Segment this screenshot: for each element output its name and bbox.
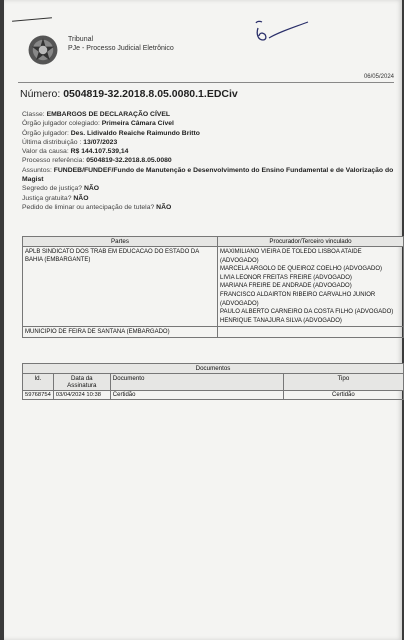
table-row (23, 327, 404, 338)
lawyer-name: LIVIA LEONOR FREITAS FREIRE (ADVOGADO) (220, 274, 352, 281)
header-divider (18, 82, 394, 83)
process-number (20, 88, 238, 100)
table-row (23, 391, 404, 400)
lawyer-name: MARCELA ARGOLO DE QUEIROZ COELHO (ADVOGADO) (220, 266, 383, 273)
detail-injunction: Pedido de liminar ou antecipação de tutela? NÃO (22, 203, 172, 211)
system-name: PJe - Processo Judicial Eletrônico (68, 45, 174, 52)
date-column-header: Data da Assinatura (53, 374, 110, 391)
documents-title-row (23, 364, 404, 374)
lawyer-list (218, 247, 404, 327)
process-number-value: 0504819-32.2018.8.05.0080.1.EDCiv (63, 88, 238, 100)
coat-of-arms-icon (26, 33, 60, 67)
document-column-header: Documento (110, 374, 283, 391)
parties-table (22, 236, 404, 338)
detail-last-distribution: Última distribuição : 13/07/2023 (22, 138, 118, 146)
document-id: 59768754 (23, 391, 54, 400)
document-page (4, 0, 402, 640)
documents-header-row (23, 374, 404, 391)
detail-class: Classe: EMBARGOS DE DECLARAÇÃO CÍVEL (22, 111, 171, 118)
lawyer-name: MAXIMILIANO VIEIRA DE TOLEDO LISBOA ATAIDE (ADVOGADO) (220, 249, 362, 264)
parties-header-row (23, 237, 404, 247)
documents-table (22, 363, 404, 400)
detail-free-justice: Justiça gratuita? NÃO (22, 194, 89, 202)
pen-stroke (12, 17, 52, 21)
court-name: Tribunal (68, 36, 94, 43)
parties-column-header: Partes (23, 237, 218, 247)
lawyer-list (218, 327, 404, 338)
table-row (23, 247, 404, 327)
lawyers-column-header: Procurador/Terceiro vinculado (218, 237, 404, 247)
lawyer-name: MARIANA FREIRE DE ANDRADE (ADVOGADO) (220, 283, 352, 290)
detail-reference-process: Processo referência: 0504819-32.2018.8.05.0080 (22, 157, 172, 165)
documents-title: Documentos (23, 364, 404, 374)
type-column-header: Tipo (283, 374, 403, 391)
lawyer-name: PAULO ALBERTO CARNEIRO DA COSTA FILHO (ADVOGADO) (220, 309, 394, 316)
print-date: 06/05/2024 (363, 74, 394, 80)
detail-case-value: Valor da causa: R$ 144.107.539,14 (22, 148, 129, 156)
party-name: APLB SINDICATO DOS TRAB EM EDUCACAO DO ESTADO DA BAHIA (EMBARGANTE) (23, 247, 218, 327)
document-link[interactable]: Certidão (110, 391, 283, 400)
id-column-header: Id. (23, 374, 54, 391)
document-date: 03/04/2024 10:38 (53, 391, 110, 400)
detail-collegiate-body: Órgão julgador colegiado: Primeira Câmara Cível (22, 120, 174, 128)
process-number-label: Número: (20, 88, 61, 100)
process-details (22, 110, 400, 212)
detail-subjects: Assuntos: FUNDEB/FUNDEF/Fundo de Manutenção e Desenvolvimento do Ensino Fundamental e de Valorização do Magist (22, 166, 394, 184)
handwritten-annotation (254, 18, 310, 46)
lawyer-name: HENRIQUE TANAJURA SILVA (ADVOGADO) (220, 317, 342, 324)
detail-secrecy: Segredo de justiça? NÃO (22, 185, 100, 193)
party-name: MUNICIPIO DE FEIRA DE SANTANA (EMBARGADO) (23, 327, 218, 338)
lawyer-name: FRANCISCO ALDAIRTON RIBEIRO CARVALHO JUNIOR (ADVOGADO) (220, 291, 376, 307)
detail-judging-body: Órgão julgador: Des. Lidivaldo Reaiche Raimundo Britto (22, 129, 200, 137)
document-type: Certidão (283, 391, 403, 400)
